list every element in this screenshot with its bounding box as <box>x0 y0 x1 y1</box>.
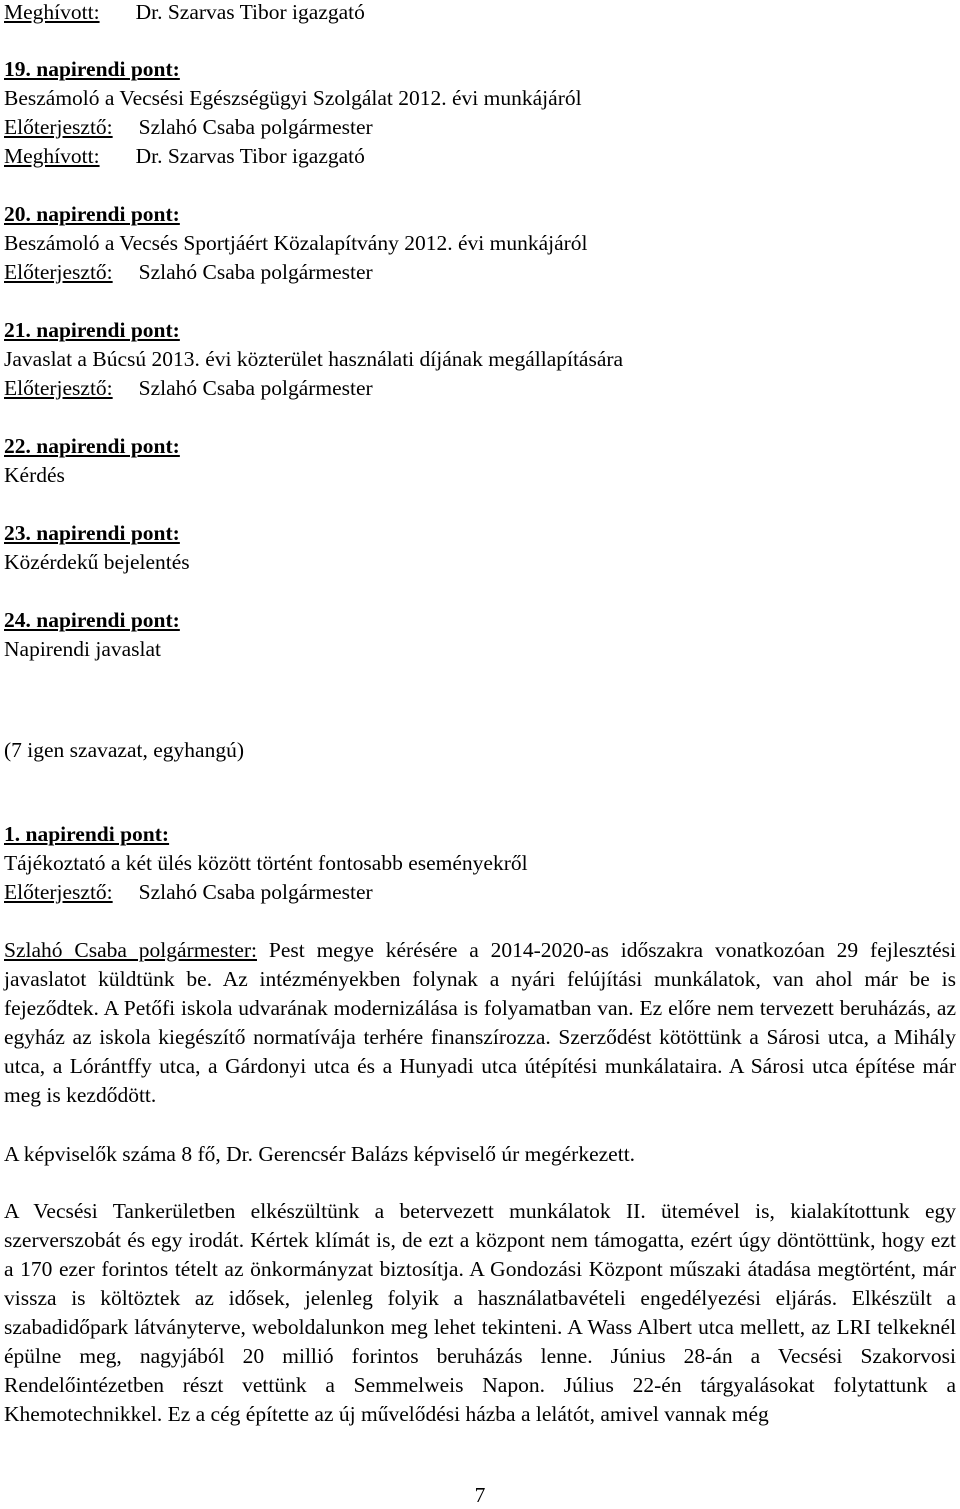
presenter-line-19 <box>4 113 373 142</box>
paragraph-attendance: A képviselők száma 8 fő, Dr. Gerencsér Balázs képviselő úr megérkezett. <box>4 1142 636 1166</box>
agenda-title-1: Tájékoztató a két ülés között történt fontosabb eseményekről <box>4 851 528 875</box>
presenter-label: Előterjesztő: <box>4 115 113 139</box>
presenter-line-1 <box>4 878 373 907</box>
agenda-title-20: Beszámoló a Vecsés Sportjáért Közalapítvány 2012. évi munkájáról <box>4 231 588 255</box>
presenter-label: Előterjesztő: <box>4 260 113 284</box>
presenter-name: Szlahó Csaba polgármester <box>138 376 373 400</box>
agenda-heading-19: 19. napirendi pont: <box>4 57 180 81</box>
agenda-heading-20: 20. napirendi pont: <box>4 202 180 226</box>
paragraph-report-continued: A Vecsési Tankerületben elkészültünk a betervezett munkálatok II. ütemével is, kialakítottunk egy szerverszobát és egy irodát. Kértek klímát is, de ezt a központ nem támogatta, ezért úgy döntöttünk, hogy ezt a 170 ezer forintos tételt az önkormányzat biztosítja. A Gondozási Központ műszaki átadása megtörtént, már vissza is költöztek az idősek, jelenleg folyik a használatbavételi engedélyezési eljárás. Elkészült a szabadidőpark látványterve, weboldalunkon meg lehet tekinteni. A Wass Albert utca mellett, az LRI telkeknél épülne meg, nagyjából 20 millió forintos beruházás lenne. Június 28-án a Vecsési Szakorvosi Rendelőintézetben részt vettünk a Semmelweis Napon. Július 22-én tárgyalásokat folytattunk a Khemotechnikkel. Ez a cég építette az új művelődési házba a lelátót, amivel vannak még <box>4 1199 956 1426</box>
agenda-heading-1: 1. napirendi pont: <box>4 822 170 846</box>
vote-result: (7 igen szavazat, egyhangú) <box>4 738 244 762</box>
invited-label: Meghívott: <box>4 144 100 168</box>
agenda-heading-23: 23. napirendi pont: <box>4 521 180 545</box>
agenda-heading-24: 24. napirendi pont: <box>4 608 180 632</box>
invited-label: Meghívott: <box>4 0 100 24</box>
presenter-name: Szlahó Csaba polgármester <box>138 880 373 904</box>
presenter-line-20 <box>4 258 373 287</box>
presenter-line-21 <box>4 374 373 403</box>
presenter-label: Előterjesztő: <box>4 880 113 904</box>
agenda-heading-22: 22. napirendi pont: <box>4 434 180 458</box>
agenda-title-24: Napirendi javaslat <box>4 637 162 661</box>
paragraph-mayor-report <box>4 936 956 1110</box>
agenda-title-19: Beszámoló a Vecsési Egészségügyi Szolgálat 2012. évi munkájáról <box>4 86 582 110</box>
agenda-heading-21: 21. napirendi pont: <box>4 318 180 342</box>
presenter-name: Szlahó Csaba polgármester <box>138 115 373 139</box>
invited-line-19 <box>4 142 365 171</box>
agenda-title-21: Javaslat a Búcsú 2013. évi közterület használati díjának megállapítására <box>4 347 624 371</box>
presenter-label: Előterjesztő: <box>4 376 113 400</box>
page-number: 7 <box>474 1483 486 1507</box>
invited-line <box>4 0 365 27</box>
invited-name: Dr. Szarvas Tibor igazgató <box>135 144 365 168</box>
agenda-title-22: Kérdés <box>4 463 65 487</box>
speaker-name: Szlahó Csaba polgármester: <box>4 938 257 962</box>
paragraph-text: Pest megye kérésére a 2014-2020-as időszakra vonatkozóan 29 fejlesztési javaslatot küldtünk be. Az intézményekben folynak a nyári felújítási munkálatok, van ahol már be is fejeződtek. A Petőfi iskola udvarának modernizálása is folyamatban van. Ez előre nem tervezett beruházás, az egyház az iskola kiegészítő normatívája terhére finanszírozza. Szerződést kötöttünk a Sárosi utca, a Mihály utca, a Lórántffy utca, a Gárdonyi utca és a Hunyadi utca útépítési munkálataira. A Sárosi utca építése már meg is kezdődött. <box>4 938 956 1107</box>
invited-value: Dr. Szarvas Tibor igazgató <box>135 0 365 24</box>
agenda-title-23: Közérdekű bejelentés <box>4 550 190 574</box>
presenter-name: Szlahó Csaba polgármester <box>138 260 373 284</box>
